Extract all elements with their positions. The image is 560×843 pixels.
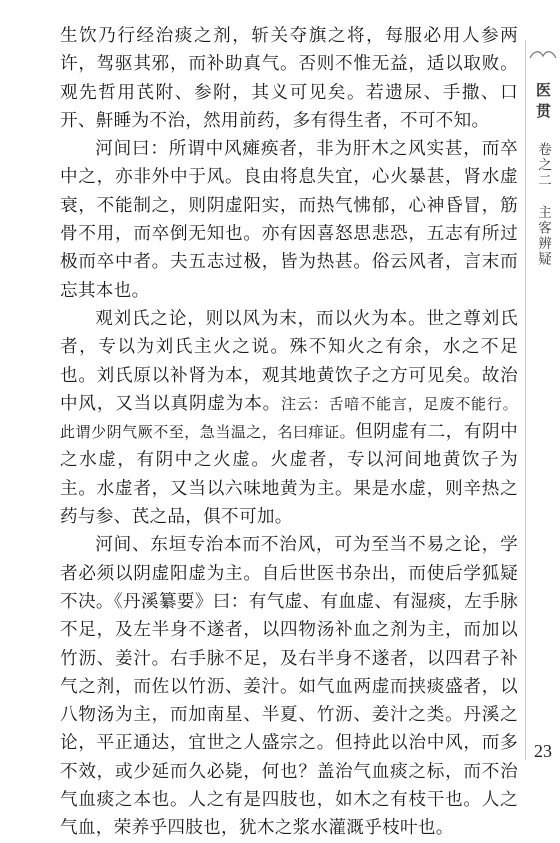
page-number: 23 — [534, 741, 552, 761]
book-title: 医贯 — [534, 82, 552, 124]
paragraph-text: 但阴虚有二，有阴中之水虚，有阴中之火虚。火虚者，专以河间地黄饮子为主。水虚者，又当以六味地黄为主。果是水虚，则辛热之药与参、芪之品，俱不可加。 — [60, 422, 519, 528]
chapter-label: 主客辨疑 — [535, 205, 551, 268]
running-head — [533, 82, 553, 267]
paragraph — [60, 531, 518, 842]
paragraph-text: 河间、东垣专治本而不治风，可为至当不易之论，学者必须以阴虚阳虚为主。自后世医书杂出，而使后学狐疑不决。《丹溪纂要》曰：有气虚、有血虚、有湿痰，左手脉不足，及左半身不遂者，以四物汤补血之剂为主，而加以竹沥、姜汁。右手脉不足，及右半身不遂者，以四君子补气之剂，而佐以竹沥、姜汁。如气血两虚而挟痰盛者，以八物汤为主，而加南星、半夏、竹沥、姜汁之类。丹溪之论，平正通达，宜世之人盛宗之。但持此以治中风，而多不效，或少延而久必毙，何也？盖治气血痰之标，而不治气血痰之本也。人之有是四肢也，如木之有枝干也。人之气血，荣养乎四肢也，犹木之浆水灌溉乎枝叶也。 — [60, 535, 518, 839]
paragraph-text: 观刘氏之论，则以风为末，而以火为本。世之尊刘氏者，专以为刘氏主火之说。殊不知火之有余，水之不足也。刘氏原以补肾为本，观其地黄饮子之方可见矣。故治中风，又当以真阴虚为本。 — [60, 308, 518, 414]
paragraph — [60, 305, 518, 531]
paragraph-text: 生饮乃行经治痰之剂，斩关夺旗之将，每服必用人参两许，驾驱其邪，而补助真气。否则不惟无益，适以取败。观先哲用芪附、参附，其义可见矣。若遗尿、手撒、口开、鼾睡为不治，然用前药，多有得生者，不可不知。 — [60, 26, 518, 131]
annotation-note: 注云：舌喑不能言，足废不能行。此谓少阴气厥不至，急当温之，名曰痱证。 — [60, 394, 518, 442]
paragraph-text: 河间曰：所谓中风瘫痪者，非为肝木之风实甚，而卒中之，亦非外中于风。良由将息失宜，心火暴甚，肾水虚衰，不能制之，则阴虚阳实，而热气怫郁，心神昏冒，筋骨不用，而卒倒无知也。亦有因喜怒思悲恐，五志有所过极而卒中者。夫五志过极，皆为热甚。俗云风者，言末而忘其本也。 — [60, 139, 518, 301]
body-text — [60, 22, 518, 843]
paragraph — [60, 135, 518, 305]
paragraph — [60, 22, 518, 135]
volume-label: 卷之二 — [535, 142, 551, 189]
cloud-ornament-icon — [528, 48, 558, 64]
